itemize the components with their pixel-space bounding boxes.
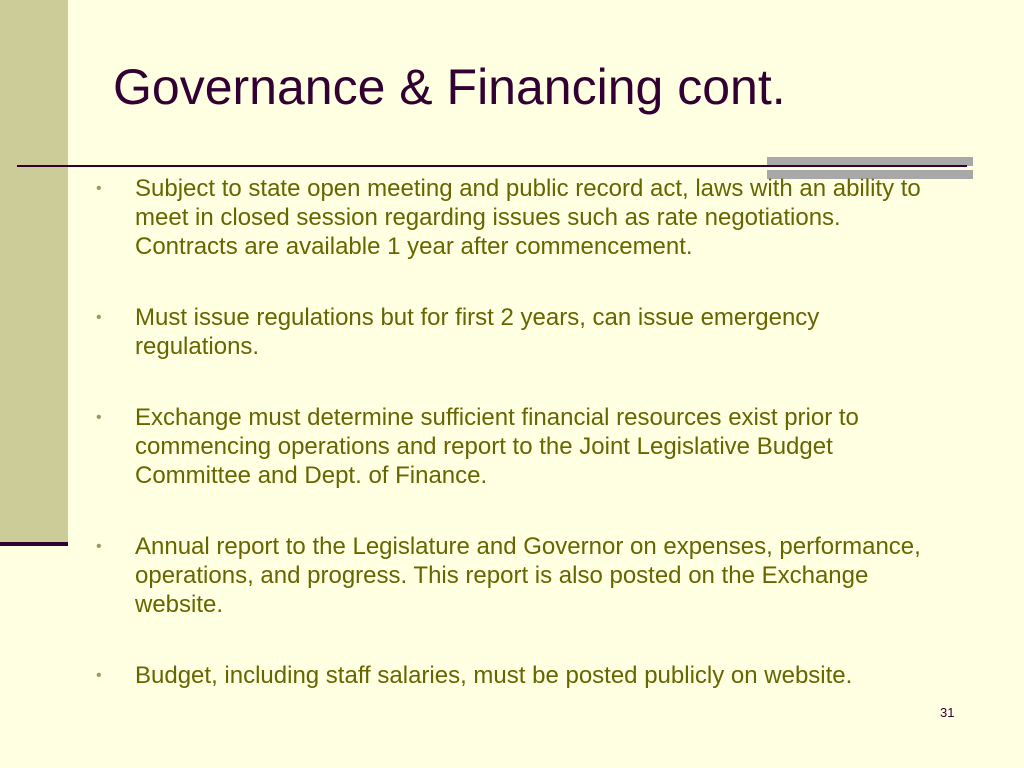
bullet-item <box>96 403 946 490</box>
bullet-dot-icon: • <box>96 180 102 197</box>
bullet-dot-icon: • <box>96 309 102 326</box>
bullet-text: Must issue regulations but for first 2 years, can issue emergency regulations. <box>135 304 820 360</box>
slide-number: 31 <box>940 705 955 720</box>
bullet-text: Subject to state open meeting and public record act, laws with an ability to meet in closed session regarding issues such as rate negotiations. Contracts are available 1 year after commencement. <box>135 175 921 260</box>
bullet-dot-icon: • <box>96 667 102 684</box>
bullet-dot-icon: • <box>96 538 102 555</box>
title-underline-rule <box>17 165 967 167</box>
bullet-dot-icon: • <box>96 409 102 426</box>
bullet-text: Budget, including staff salaries, must be posted publicly on website. <box>135 662 853 689</box>
bullet-item <box>96 174 946 261</box>
bullet-text: Annual report to the Legislature and Governor on expenses, performance, operations, and progress. This report is also posted on the Exchange website. <box>135 533 921 618</box>
bullet-list <box>96 174 946 732</box>
bullet-item <box>96 661 946 690</box>
bullet-item <box>96 532 946 619</box>
slide-title: Governance & Financing cont. <box>113 59 786 115</box>
bullet-text: Exchange must determine sufficient financial resources exist prior to commencing operations and report to the Joint Legislative Budget Committee and Dept. of Finance. <box>135 404 859 489</box>
left-band-rule <box>0 542 68 546</box>
left-decorative-band <box>0 0 68 545</box>
bullet-item <box>96 303 946 361</box>
